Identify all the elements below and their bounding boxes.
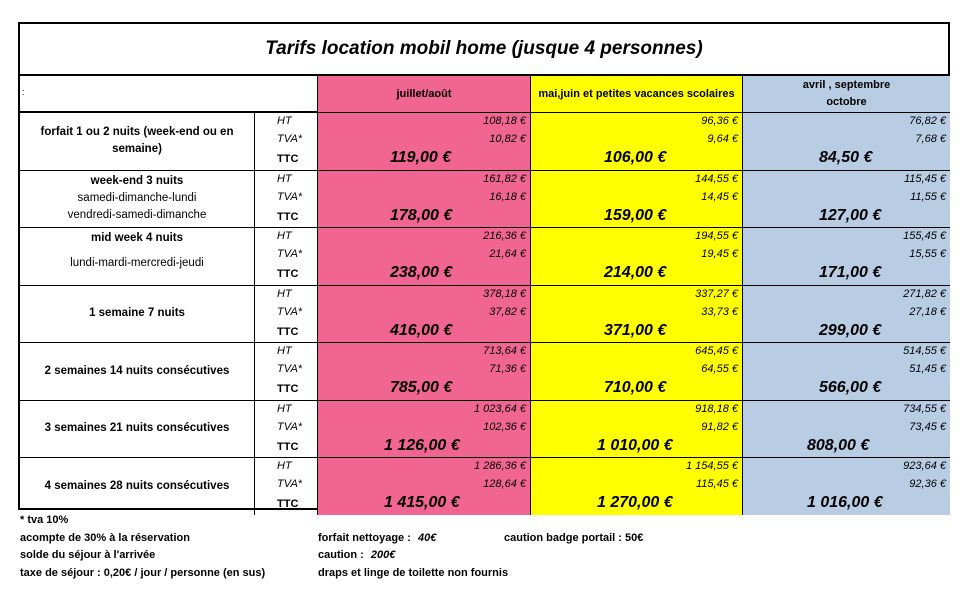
price-cell [318, 171, 531, 228]
price-ht: 161,82 € [483, 172, 526, 185]
row-title: forfait 1 ou 2 nuits (week-end ou en semaine) [40, 126, 234, 156]
price-cell [743, 343, 950, 400]
price-ttc: 106,00 € [604, 149, 667, 166]
price-tva: 9,64 € [707, 133, 738, 145]
kind-label-ttc: TTC [277, 325, 299, 338]
table-title: Tarifs location mobil home (jusque 4 personnes) [20, 24, 948, 76]
price-ttc: 1 016,00 € [807, 494, 883, 511]
price-ttc: 299,00 € [819, 321, 882, 339]
column-header-juillet-aout: juillet/août [318, 76, 531, 112]
price-ttc: 785,00 € [390, 379, 453, 396]
price-ttc: 808,00 € [807, 436, 870, 454]
kind-label-ttc: TTC [277, 153, 299, 165]
row-title: week-end 3 nuits [90, 175, 184, 188]
price-ttc: 710,00 € [604, 379, 667, 396]
kind-label-ht: HT [277, 345, 292, 357]
price-ht: 76,82 € [909, 115, 946, 127]
price-cell [531, 458, 743, 515]
price-tva: 73,45 € [909, 420, 946, 433]
price-cell [531, 113, 743, 170]
price-ttc: 1 415,00 € [384, 494, 460, 511]
price-ht: 96,36 € [701, 115, 738, 127]
price-ht: 108,18 € [483, 115, 526, 127]
price-tva: 19,45 € [701, 248, 738, 260]
price-ttc: 178,00 € [390, 206, 453, 224]
note-draps: draps et linge de toilette non fournis [318, 566, 509, 579]
price-ht: 645,45 € [695, 345, 738, 357]
price-tva: 71,36 € [489, 363, 526, 375]
kind-label-ttc: TTC [277, 268, 299, 280]
price-tva: 102,36 € [483, 420, 526, 433]
kind-label-ttc: TTC [277, 383, 299, 395]
row-label [20, 286, 255, 343]
price-ht: 1 154,55 € [686, 460, 738, 472]
price-cell [318, 401, 531, 458]
price-ttc: 159,00 € [604, 206, 667, 224]
row-title: 3 semaines 21 nuits consécutives [44, 422, 230, 435]
price-tva: 10,82 € [489, 133, 526, 145]
kind-label-tva: TVA* [277, 190, 303, 203]
price-cell [318, 286, 531, 343]
note-forfait: forfait nettoyage : 40€ [318, 531, 437, 544]
price-tva: 11,55 € [910, 190, 946, 203]
price-ht: 155,45 € [903, 230, 946, 242]
price-tva: 27,18 € [909, 305, 946, 318]
price-ht: 734,55 € [903, 402, 946, 415]
note-caution: caution : 200€ [318, 549, 396, 561]
price-ttc: 371,00 € [604, 321, 667, 339]
row-title: 2 semaines 14 nuits consécutives [44, 364, 230, 377]
kind-label-ht: HT [277, 287, 292, 300]
price-ht: 378,18 € [483, 287, 526, 300]
row-title: 4 semaines 28 nuits consécutives [44, 479, 230, 492]
kind-label-tva: TVA* [277, 478, 303, 490]
table-row [20, 342, 950, 400]
kind-label-ttc: TTC [277, 440, 299, 453]
price-tva: 15,55 € [909, 248, 946, 260]
price-ttc: 1 270,00 € [597, 494, 673, 511]
price-cell [531, 171, 743, 228]
price-ttc: 1 010,00 € [597, 436, 673, 454]
price-tva: 7,68 € [915, 133, 946, 145]
row-kinds [255, 401, 318, 458]
note-tva: * tva 10% [20, 514, 69, 526]
notes-middle [318, 530, 508, 583]
row-kinds [255, 458, 318, 515]
price-cell [318, 343, 531, 400]
price-ht: 115,45 € [903, 172, 946, 185]
price-tva: 92,36 € [909, 478, 946, 490]
column-header-avril-septembre: avril , septembre octobre [743, 76, 950, 112]
kind-label-tva: TVA* [277, 133, 303, 145]
price-tva: 64,55 € [701, 363, 738, 375]
row-title: mid week 4 nuits [90, 232, 184, 244]
price-table [18, 22, 950, 510]
price-cell [531, 343, 743, 400]
price-ht: 1 023,64 € [474, 402, 526, 415]
row-kinds [255, 228, 318, 285]
header-corner: : [20, 76, 318, 112]
row-title: 1 semaine 7 nuits [89, 307, 185, 320]
price-ht: 194,55 € [695, 230, 738, 242]
kind-label-ht: HT [277, 172, 292, 185]
row-kinds [255, 286, 318, 343]
price-cell [318, 113, 531, 170]
price-tva: 115,45 € [695, 478, 738, 490]
row-label [20, 458, 255, 515]
kind-label-ttc: TTC [277, 210, 299, 223]
price-cell [743, 228, 950, 285]
price-tva: 33,73 € [701, 305, 738, 318]
price-tva: 51,45 € [909, 363, 946, 375]
price-cell [318, 458, 531, 515]
row-subtitle: lundi-mardi-mercredi-jeudi [70, 257, 204, 269]
table-row [20, 112, 950, 170]
price-ht: 216,36 € [483, 230, 526, 242]
note-acompte: acompte de 30% à la réservation [20, 531, 190, 544]
price-ht: 918,18 € [695, 402, 738, 415]
column-header-mai-juin: mai,juin et petites vacances scolaires [531, 76, 743, 112]
kind-label-ht: HT [277, 402, 292, 415]
price-tva: 128,64 € [483, 478, 526, 490]
notes-right [504, 530, 643, 548]
price-ht: 923,64 € [903, 460, 946, 472]
price-ttc: 84,50 € [819, 149, 873, 166]
kind-label-ht: HT [277, 460, 292, 472]
kind-label-tva: TVA* [277, 420, 303, 433]
price-tva: 21,64 € [489, 248, 526, 260]
price-tva: 16,18 € [489, 190, 526, 203]
price-cell [531, 228, 743, 285]
price-cell [318, 228, 531, 285]
price-tva: 14,45 € [701, 190, 738, 203]
price-ttc: 416,00 € [390, 321, 453, 339]
price-cell [531, 286, 743, 343]
price-ttc: 119,00 € [390, 149, 452, 166]
table-row [20, 457, 950, 515]
price-ttc: 1 126,00 € [384, 436, 460, 454]
price-ttc: 214,00 € [604, 264, 667, 281]
row-kinds [255, 343, 318, 400]
price-ttc: 566,00 € [819, 379, 882, 396]
table-row [20, 400, 950, 458]
kind-label-ht: HT [277, 230, 292, 242]
row-kinds [255, 113, 318, 170]
kind-label-tva: TVA* [277, 363, 303, 375]
price-cell [531, 401, 743, 458]
price-cell [743, 401, 950, 458]
note-taxe: taxe de séjour : 0,20€ / jour / personne (en sus) [20, 566, 266, 579]
price-ht: 144,55 € [695, 172, 738, 185]
price-cell [743, 458, 950, 515]
price-ht: 271,82 € [903, 287, 946, 300]
price-ttc: 238,00 € [390, 264, 453, 281]
kind-label-tva: TVA* [277, 248, 303, 260]
row-label [20, 343, 255, 400]
row-label [20, 171, 255, 228]
kind-label-tva: TVA* [277, 305, 303, 318]
notes-left [20, 512, 265, 582]
price-cell [743, 113, 950, 170]
price-ht: 713,64 € [483, 345, 526, 357]
table-row [20, 170, 950, 228]
price-cell [743, 171, 950, 228]
price-tva: 37,82 € [489, 305, 526, 318]
row-subtitle: samedi-dimanche-lundi [77, 192, 197, 205]
note-solde: solde du séjour à l'arrivée [20, 549, 156, 561]
price-ht: 1 286,36 € [474, 460, 526, 472]
price-ttc: 127,00 € [819, 206, 882, 224]
table-row [20, 285, 950, 343]
kind-label-ht: HT [277, 115, 292, 127]
price-ht: 337,27 € [695, 287, 738, 300]
price-ht: 514,55 € [903, 345, 946, 357]
row-label [20, 228, 255, 285]
price-cell [743, 286, 950, 343]
row-label [20, 113, 255, 170]
note-badge: caution badge portail : 50€ [504, 531, 644, 544]
row-subtitle: vendredi-samedi-dimanche [67, 209, 207, 222]
row-label [20, 401, 255, 458]
price-ttc: 171,00 € [819, 264, 882, 281]
table-row [20, 227, 950, 285]
price-tva: 91,82 € [701, 420, 738, 433]
kind-label-ttc: TTC [277, 498, 299, 510]
row-kinds [255, 171, 318, 228]
